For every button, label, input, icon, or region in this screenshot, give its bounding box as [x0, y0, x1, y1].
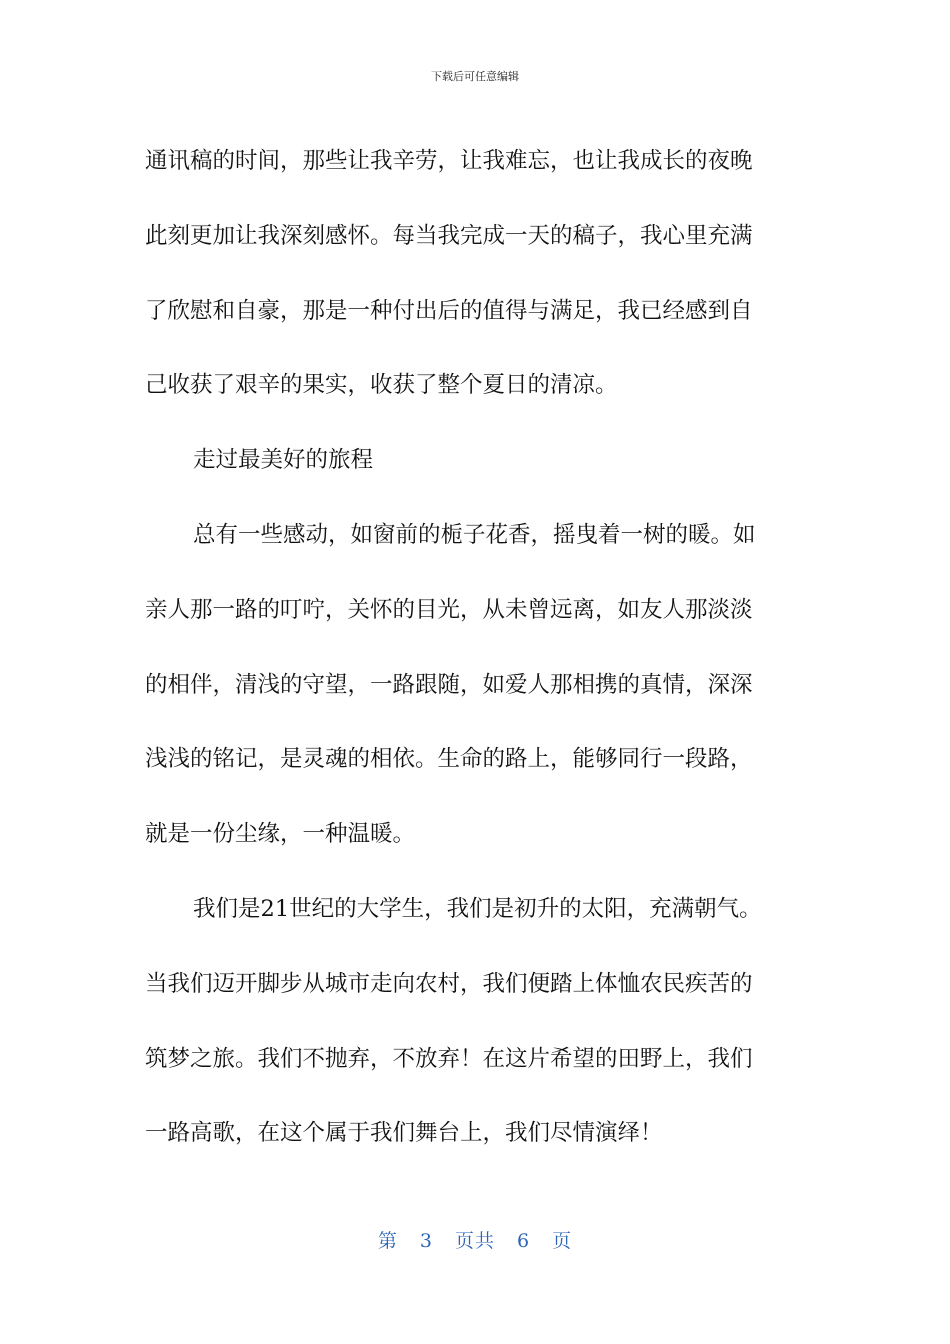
page-number-footer: [0, 1226, 950, 1253]
section-heading: 走过最美好的旅程: [193, 447, 374, 474]
footer-middle: 页共: [454, 1230, 495, 1252]
header-note: 下载后可任意编辑: [431, 70, 519, 83]
paragraph-line: 亲人那一路的叮咛，关怀的目光，从未曾远离，如友人那淡淡: [145, 596, 753, 623]
paragraph-line: 筑梦之旅。我们不抛弃，不放弃！在这片希望的田野上，我们: [145, 1045, 753, 1072]
document-body: [145, 124, 795, 1171]
footer-suffix: 页: [552, 1230, 573, 1252]
current-page-number: 3: [419, 1230, 433, 1252]
paragraph-line: 当我们迈开脚步从城市走向农村，我们便踏上体恤农民疾苦的: [145, 970, 753, 997]
paragraph-line: 一路高歌，在这个属于我们舞台上，我们尽情演绎！: [145, 1120, 663, 1147]
paragraph-line: 此刻更加让我深刻感怀。每当我完成一天的稿子，我心里充满: [145, 222, 753, 249]
paragraph-line: 浅浅的铭记，是灵魂的相依。生命的路上，能够同行一段路，: [145, 746, 753, 773]
paragraph-line: 我们是21世纪的大学生，我们是初升的太阳，充满朝气。: [193, 895, 762, 922]
paragraph-line: 了欣慰和自豪，那是一种付出后的值得与满足，我已经感到自: [145, 297, 753, 324]
paragraph-line: 通讯稿的时间，那些让我辛劳，让我难忘，也让我成长的夜晚: [145, 148, 753, 174]
footer-prefix: 第: [377, 1230, 398, 1252]
paragraph-line: 己收获了艰辛的果实，收获了整个夏日的清凉。: [145, 372, 618, 399]
paragraph-line: 的相伴，清浅的守望，一路跟随，如爱人那相携的真情，深深: [145, 671, 753, 698]
paragraph-line: 就是一份尘缘，一种温暖。: [145, 821, 416, 848]
paragraph-line: 总有一些感动，如窗前的栀子花香，摇曳着一树的暖。如: [193, 521, 756, 548]
total-pages-number: 6: [517, 1230, 531, 1252]
